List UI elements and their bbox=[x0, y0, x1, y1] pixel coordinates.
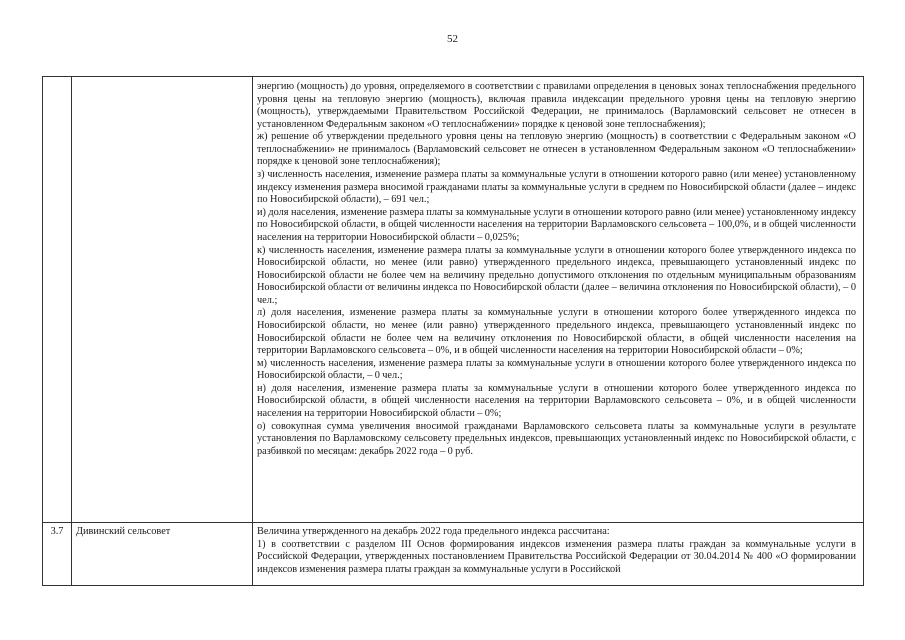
paragraph-intro: Величина утвержденного на декабрь 2022 года предельного индекса рассчитана: bbox=[257, 526, 610, 537]
row-number-cell bbox=[43, 77, 72, 523]
row-number-cell: 3.7 bbox=[43, 523, 72, 586]
municipality-name-cell: Дивинский сельсовет bbox=[72, 523, 253, 586]
paragraph-m: м) численность населения, изменение размера платы за коммунальные услуги в отношении которого более утвержденного индекса по Новосибирской области, – 0 чел.; bbox=[257, 357, 856, 382]
paragraph-continuation: энергию (мощность) до уровня, определяемого в соответствии с правилами определения в ценовых зонах теплоснабжения предельного уровня цены на тепловую энергию (мощность), включая правила индексации предельного уровня цены на тепловую энергию (мощность), утверждаемыми Правительством Российской Федерации, не принималось (Варламовский сельсовет не отнесен в установленном Федеральным законом «О теплоснабжении» порядке к ценовой зоне теплоснабжения); bbox=[257, 81, 856, 130]
table-row bbox=[43, 77, 864, 523]
paragraph-z: з) численность населения, изменение размера платы за коммунальные услуги в отношении которого равно (или менее) установленному индексу изменения размера вносимой гражданами платы за коммунальные услуги в среднем по Новосибирской области (далее – индекс по Новосибирской области), – 691 чел.; bbox=[257, 169, 856, 206]
table-row bbox=[43, 523, 864, 586]
paragraph-1: 1) в соответствии с разделом III Основ формирования индексов изменения размера платы граждан за коммунальные услуги в Российской Федерации, утвержденных постановлением Правительства Российской Федерации от 30.04.2014 № 400 «О формировании индексов изменения размера платы граждан за коммунальные услуги в Российской bbox=[257, 538, 856, 575]
municipality-index-table bbox=[42, 76, 864, 586]
description-cell bbox=[253, 77, 864, 523]
paragraph-o: о) совокупная сумма увеличения вносимой гражданами Варламовского сельсовета платы за коммунальные услуги в результате установления по Варламовскому сельсовету предельных индексов, превышающих установленный индекс по Новосибирской области, с разбивкой по месяцам: декабрь 2022 года – 0 руб. bbox=[257, 420, 856, 457]
paragraph-zh: ж) решение об утверждении предельного уровня цены на тепловую энергию (мощность) в соответствии с Федеральным законом «О теплоснабжении» не принималось (Варламовский сельсовет не отнесен в установленном Федеральным законом «О теплоснабжении» порядке к ценовой зоне теплоснабжения); bbox=[257, 131, 856, 168]
paragraph-n: н) доля населения, изменение размера платы за коммунальные услуги в отношении которого более утвержденного индекса по Новосибирской области, в общей численности населения на территории Варламовского сельсовета – 0%, и в общей численности населения на территории Новосибирской области – 0%; bbox=[257, 382, 856, 420]
description-cell bbox=[253, 523, 864, 586]
page-number: 52 bbox=[447, 33, 458, 45]
paragraph-k: к) численность населения, изменение размера платы за коммунальные услуги в отношении которого более утвержденного индекса по Новосибирской области, но менее (или равно) утвержденного предельного индекса, превышающего установленный индекс по Новосибирской области не более чем на величину предельно допустимого отклонения по отдельным муниципальным образованиям Новосибирской области от величины индекса по Новосибирской области (далее – величина отклонения по Новосибирской области), – 0 чел.; bbox=[257, 244, 856, 306]
paragraph-l: л) доля населения, изменение размера платы за коммунальные услуги в отношении которого более утвержденного индекса по Новосибирской области, но менее (или равно) утвержденного предельного индекса, превышающего установленный индекс по Новосибирской области не более чем на величину отклонения по Новосибирской области, в общей численности населения на территории Варламовского сельсовета – 0%, и в общей численности населения на территории Новосибирской области – 0%; bbox=[257, 307, 856, 357]
paragraph-i: и) доля населения, изменение размера платы за коммунальные услуги в отношении которого равно (или менее) установленному индексу по Новосибирской области, в общей численности населения на территории Варламовского сельсовета – 100,0%, и в общей численности населения на территории Новосибирской области – 0,025%; bbox=[257, 206, 856, 243]
municipality-name-cell bbox=[72, 77, 253, 523]
